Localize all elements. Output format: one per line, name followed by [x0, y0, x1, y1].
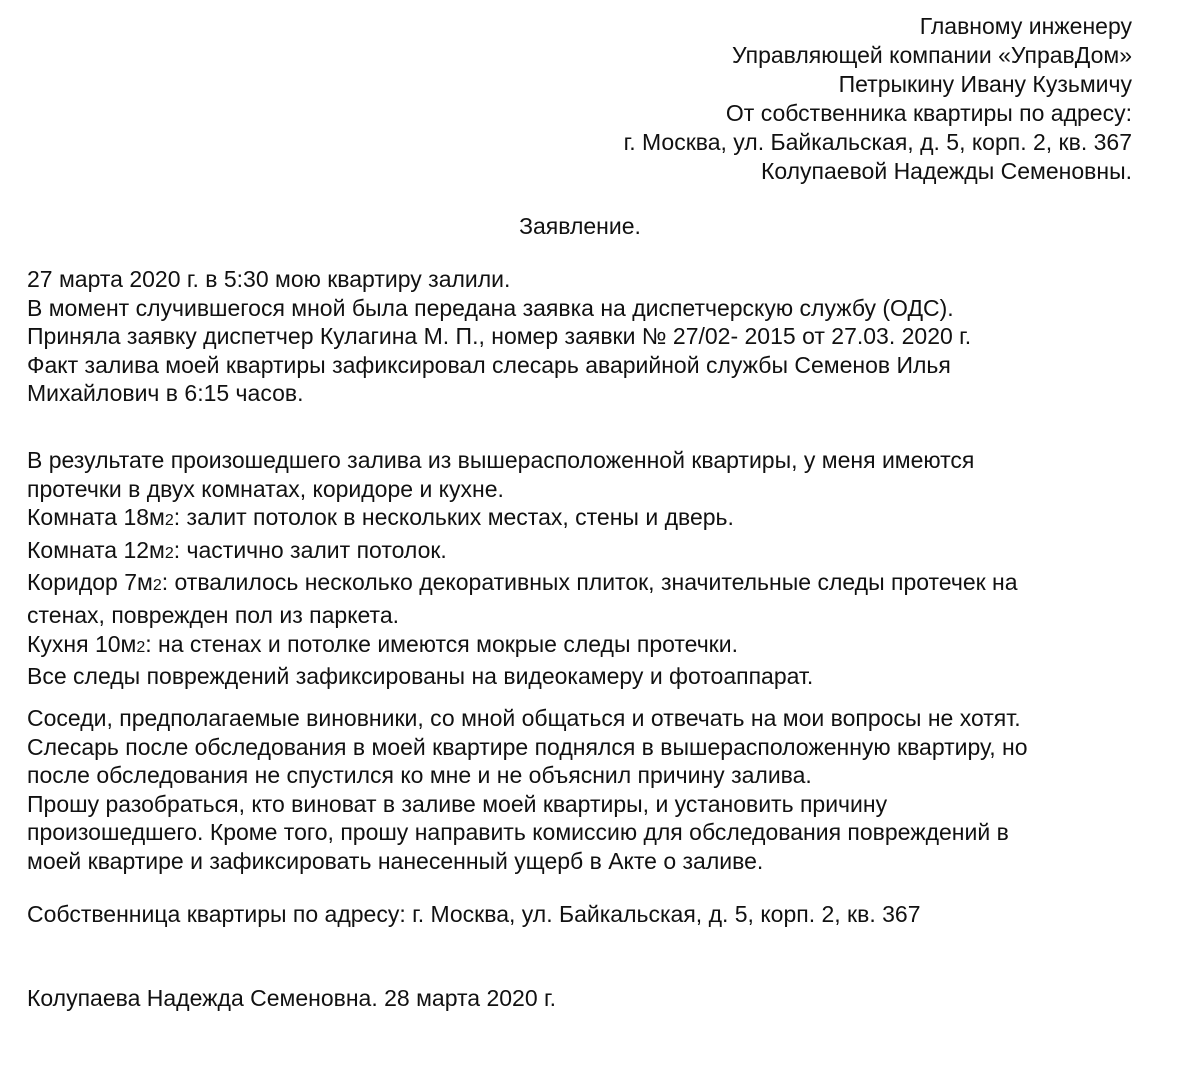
text-line: 27 марта 2020 г. в 5:30 мою квартиру залили. — [27, 266, 511, 292]
addressee-line: Петрыкину Ивану Кузьмичу — [838, 71, 1132, 97]
text-line: Михайлович в 6:15 часов. — [27, 380, 304, 407]
addressee-line: От собственника квартиры по адресу: — [725, 100, 1132, 126]
text-line: стенах, поврежден пол из паркета. — [27, 601, 399, 628]
text-line: Все следы повреждений зафиксированы на видеокамеру и фотоаппарат. — [27, 663, 814, 690]
damage-corridor — [27, 568, 1177, 601]
area-superscript: 2 — [164, 512, 174, 530]
text-line: моей квартире и зафиксировать нанесенный ущерб в Акте о заливе. — [27, 847, 764, 874]
signature-line — [27, 984, 1177, 1013]
room-label: Кухня 10м — [27, 630, 137, 657]
damage-kitchen — [27, 630, 1177, 663]
room-label: Коридор 7м — [27, 569, 153, 596]
text-line: Слесарь после обследования в моей квартире поднялся в вышерасположенную квартиру, но — [27, 733, 1028, 760]
area-superscript: 2 — [164, 544, 174, 562]
room-label: Комната 12м — [27, 536, 165, 563]
addressee-line: г. Москва, ул. Байкальская, д. 5, корп. 2, кв. 367 — [623, 129, 1132, 155]
text-line: Приняла заявку диспетчер Кулагина М. П., номер заявки № 27/02- 2015 от 27.03. 2020 г. — [27, 323, 972, 350]
room-description: : частично залит потолок. — [173, 536, 447, 563]
owner-line — [27, 900, 1177, 929]
text-line: Факт залива моей квартиры зафиксировал слесарь аварийной службы Семенов Илья — [27, 351, 951, 378]
damage-room1 — [27, 503, 1177, 536]
room-label: Комната 18м — [27, 504, 165, 531]
addressee-block — [624, 12, 1132, 186]
text-line: Собственница квартиры по адресу: г. Москва, ул. Байкальская, д. 5, корп. 2, кв. 367 — [27, 901, 921, 927]
room-description: : залит потолок в нескольких местах, стены и дверь. — [173, 504, 734, 531]
text-line: Колупаева Надежда Семеновна. 28 марта 2020 г. — [27, 985, 556, 1011]
area-superscript: 2 — [152, 577, 162, 595]
paragraph-incident — [27, 265, 1177, 408]
text-line: Соседи, предполагаемые виновники, со мной общаться и отвечать на мои вопросы не хотят. — [27, 705, 1021, 731]
room-description: : отвалилось несколько декоративных плиток, значительные следы протечек на — [161, 569, 1018, 596]
text-line: Прошу разобраться, кто виноват в заливе моей квартиры, и установить причину — [27, 790, 888, 817]
text-line: произошедшего. Кроме того, прошу направить комиссию для обследования повреждений в — [27, 819, 1009, 846]
addressee-line: Колупаевой Надежды Семеновны. — [760, 158, 1132, 184]
document-title: Заявление. — [519, 213, 641, 239]
addressee-line: Главному инженеру — [919, 13, 1132, 39]
text-line: после обследования не спустился ко мне и не объяснил причину залива. — [27, 762, 812, 789]
paragraph-request — [27, 704, 1177, 876]
area-superscript: 2 — [136, 638, 146, 656]
paragraph-damage — [27, 446, 1177, 691]
text-line: протечки в двух комнатах, коридоре и кухне. — [27, 475, 504, 502]
text-line: В результате произошедшего залива из вышерасположенной квартиры, у меня имеются — [27, 447, 975, 473]
damage-room2 — [27, 536, 1177, 569]
addressee-line: Управляющей компании «УправДом» — [732, 42, 1132, 68]
text-line: В момент случившегося мной была передана заявка на диспетчерскую службу (ОДС). — [27, 294, 954, 321]
room-description: : на стенах и потолке имеются мокрые следы протечки. — [145, 630, 738, 657]
